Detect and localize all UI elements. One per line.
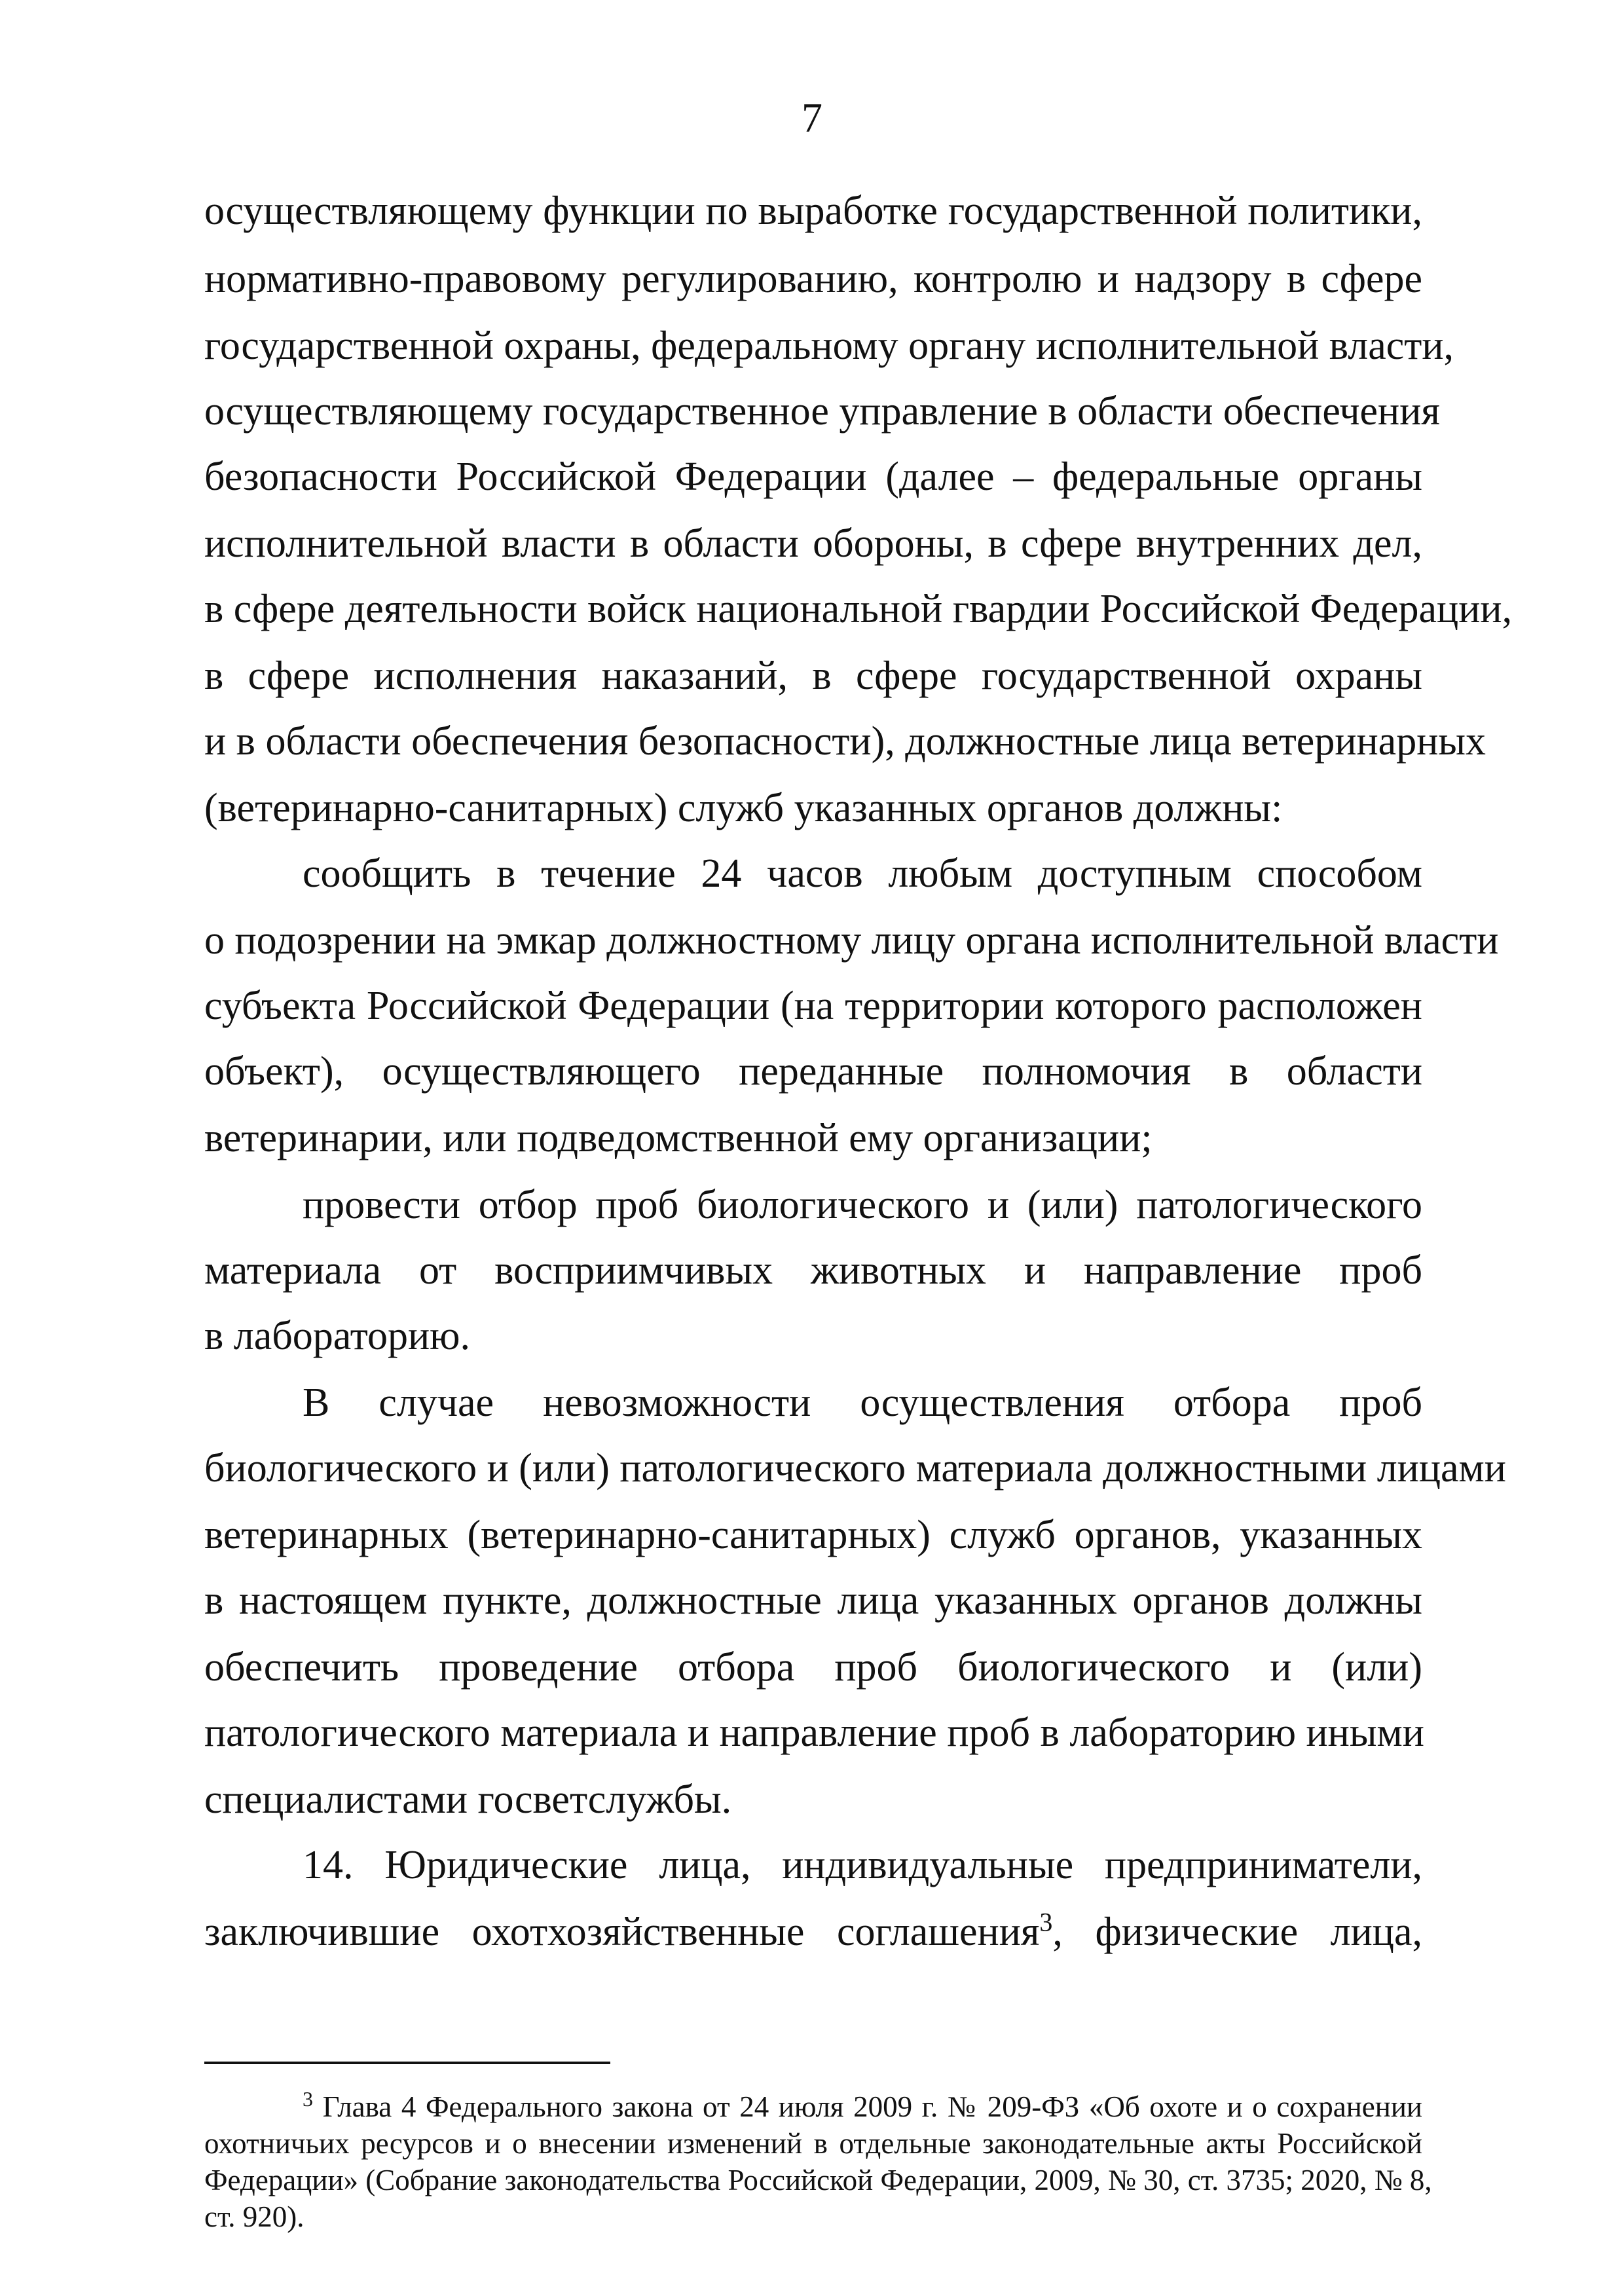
body-line: ветеринарных (ветеринарно-санитарных) служб органов, указанных xyxy=(204,1513,1422,1557)
footnote-line-text: Глава 4 Федерального закона от 24 июля 2009 г. № 209-ФЗ «Об охоте и о сохранении xyxy=(322,2090,1423,2123)
body-line-with-footnote-ref xyxy=(204,1907,1422,1957)
footnote-marker: 3 xyxy=(303,2087,313,2111)
body-line: в сфере исполнения наказаний, в сфере государственной охраны xyxy=(204,654,1422,698)
body-line: исполнительной власти в области обороны, в сфере внутренних дел, xyxy=(204,521,1422,566)
body-line: безопасности Российской Федерации (далее – федеральные органы xyxy=(204,454,1422,499)
body-line: и в области обеспечения безопасности), должностные лица ветеринарных xyxy=(204,719,1486,764)
body-line: объект), осуществляющего переданные полномочия в области xyxy=(204,1049,1422,1094)
body-line: специалистами госветслужбы. xyxy=(204,1777,732,1822)
body-line: осуществляющему государственное управление в области обеспечения xyxy=(204,389,1440,434)
body-line: в сфере деятельности войск национальной гвардии Российской Федерации, xyxy=(204,587,1513,631)
body-line: биологического и (или) патологического материала должностными лицами xyxy=(204,1446,1506,1491)
body-line: (ветеринарно-санитарных) служб указанных органов должны: xyxy=(204,786,1283,830)
body-line: обеспечить проведение отбора проб биологического и (или) xyxy=(204,1645,1422,1690)
footnote-line xyxy=(303,2089,1422,2125)
body-line: в лабораторию. xyxy=(204,1314,470,1358)
body-line-part: заключившие охотхозяйственные соглашения xyxy=(204,1910,1040,1954)
body-line: провести отбор проб биологического и (или) патологического xyxy=(303,1183,1422,1227)
footnote-line: охотничьих ресурсов и о внесении изменений в отдельные законодательные акты Российской xyxy=(204,2127,1422,2160)
body-line: В случае невозможности осуществления отбора проб xyxy=(303,1380,1422,1425)
body-line: нормативно-правовому регулированию, контролю и надзору в сфере xyxy=(204,257,1422,301)
body-line: сообщить в течение 24 часов любым доступным способом xyxy=(303,851,1422,896)
footnote-line: ст. 920). xyxy=(204,2200,304,2233)
page-number: 7 xyxy=(802,94,822,141)
body-line: ветеринарии, или подведомственной ему организации; xyxy=(204,1116,1153,1160)
body-line: в настоящем пункте, должностные лица указанных органов должны xyxy=(204,1578,1422,1623)
body-line: государственной охраны, федеральному органу исполнительной власти, xyxy=(204,324,1454,368)
body-line: о подозрении на эмкар должностному лицу органа исполнительной власти xyxy=(204,918,1499,963)
body-line: материала от восприимчивых животных и направление проб xyxy=(204,1248,1422,1293)
footnote-line: Федерации» (Собрание законодательства Российской Федерации, 2009, № 30, ст. 3735; 2020, № 8, xyxy=(204,2164,1432,2196)
body-line: осуществляющему функции по выработке государственной политики, xyxy=(204,189,1422,233)
footnote-reference: 3 xyxy=(1039,1907,1053,1937)
body-line: 14. Юридические лица, индивидуальные предприниматели, xyxy=(303,1843,1422,1887)
body-line-part: , физические лица, xyxy=(1052,1910,1422,1954)
body-line: патологического материала и направление проб в лабораторию иными xyxy=(204,1711,1424,1755)
body-line: субъекта Российской Федерации (на территории которого расположен xyxy=(204,984,1422,1028)
footnote-separator xyxy=(204,2062,610,2064)
